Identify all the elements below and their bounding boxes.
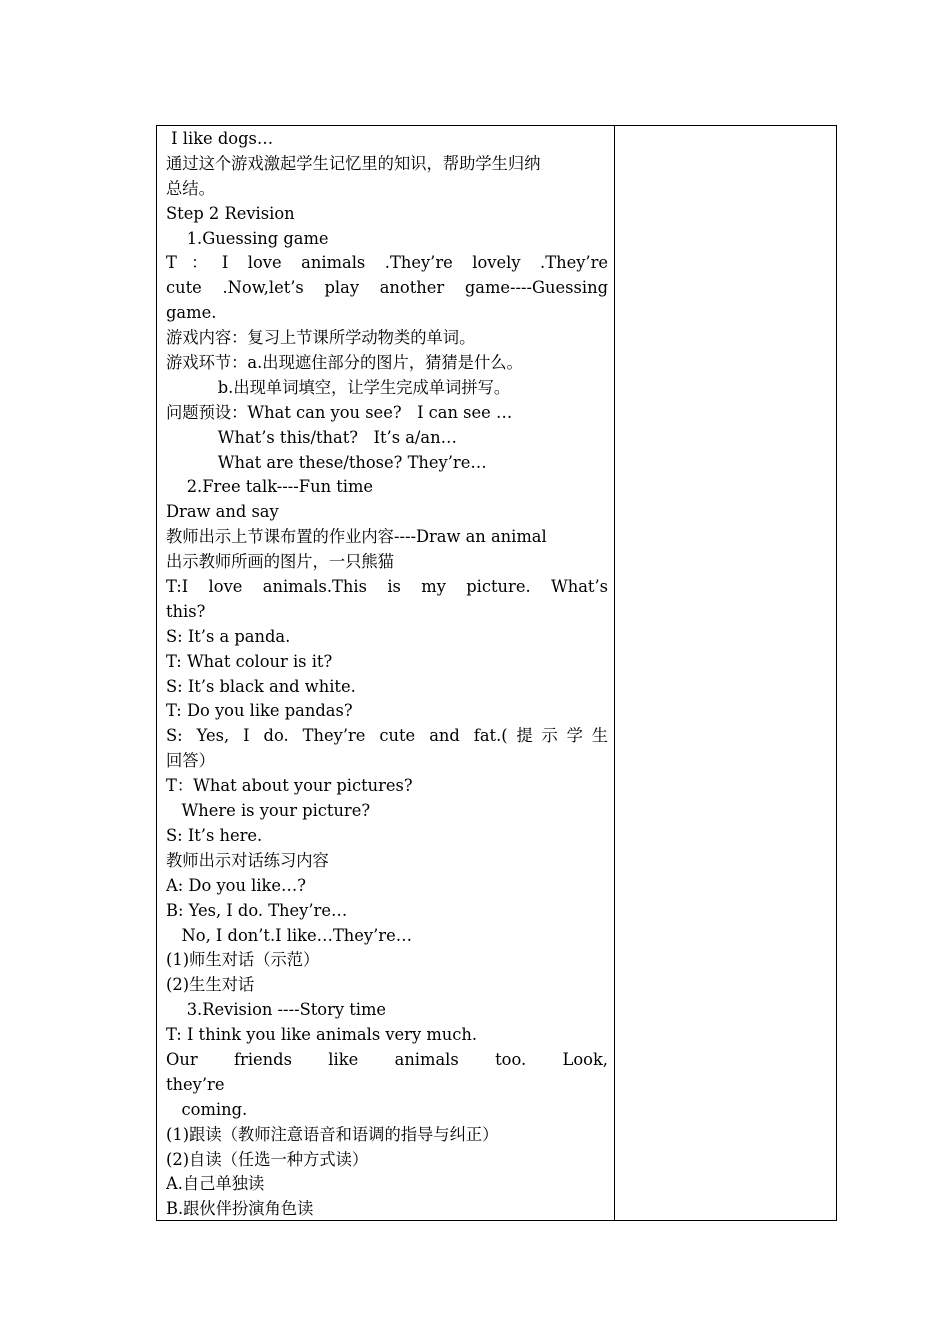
text-line: S: It’s black and white.: [166, 676, 356, 696]
text-line: S: It’s a panda.: [166, 626, 291, 646]
text-line: T: Do you like pandas?: [166, 701, 353, 721]
notes-cell: [615, 126, 836, 1220]
text-line: (1)师生对话（示范）: [166, 950, 320, 970]
text-line: coming.: [166, 1099, 248, 1119]
text-line: T: What colour is it?: [166, 651, 333, 671]
lesson-plan-table: [156, 125, 837, 1221]
text-line: 问题预设：What can you see? I can see …: [166, 402, 513, 422]
text-line: 总结。: [166, 178, 215, 198]
text-line: Our friends like animals too. Look,: [166, 1049, 608, 1069]
text-line: S: Yes, I do. They’re cute and fat.(提示学生: [166, 726, 608, 746]
text-line: game.: [166, 303, 217, 323]
text-line: 教师出示对话练习内容: [166, 850, 329, 870]
text-line: this?: [166, 601, 206, 621]
text-line: I like dogs…: [166, 129, 274, 148]
text-line: (1)跟读（教师注意语音和语调的指导与纠正）: [166, 1124, 499, 1144]
text-line: (2)生生对话: [166, 975, 255, 995]
text-line: No, I don’t.I like…They’re…: [166, 925, 412, 945]
text-line: A: Do you like…?: [166, 875, 307, 895]
teaching-process-cell: [157, 126, 615, 1220]
text-line: 3.Revision ----Story time: [166, 1000, 387, 1020]
text-line: What’s this/that? It’s a/an…: [166, 427, 457, 447]
text-line: 回答）: [166, 751, 215, 771]
text-line: b.出现单词填空，让学生完成单词拼写。: [166, 377, 511, 397]
text-line: (2)自读（任选一种方式读）: [166, 1149, 369, 1169]
text-line: 游戏环节：a.出现遮住部分的图片，猜猜是什么。: [166, 353, 523, 373]
text-line: 教师出示上节课布置的作业内容----Draw an animal: [166, 527, 547, 547]
text-line: cute .Now,let’s play another game----Guessing: [166, 278, 608, 298]
text-line: What are these/those? They’re…: [166, 452, 487, 472]
text-line: T：I love animals .They’re lovely .They’re: [166, 253, 608, 273]
text-line: Draw and say: [166, 502, 279, 522]
text-line: B: Yes, I do. They’re…: [166, 900, 348, 920]
text-line: 出示教师所画的图片，一只熊猫: [166, 552, 394, 572]
text-line: Where is your picture?: [166, 801, 371, 821]
text-line: T:I love animals.This is my picture. What’s: [166, 577, 608, 597]
text-line: Step 2 Revision: [166, 203, 295, 223]
text-line: they’re: [166, 1074, 225, 1094]
text-line: T: I think you like animals very much.: [166, 1025, 478, 1045]
text-line: S: It’s here.: [166, 825, 263, 845]
text-line: 2.Free talk----Fun time: [166, 477, 374, 497]
text-line: A.自己单独读: [166, 1174, 265, 1194]
text-line: 1.Guessing game: [166, 228, 329, 248]
text-line: 通过这个游戏激起学生记忆里的知识，帮助学生归纳: [166, 153, 541, 173]
text-line: B.跟伙伴扮演角色读: [166, 1199, 314, 1219]
text-line: 游戏内容：复习上节课所学动物类的单词。: [166, 328, 476, 348]
text-line: T：What about your pictures?: [166, 776, 413, 796]
